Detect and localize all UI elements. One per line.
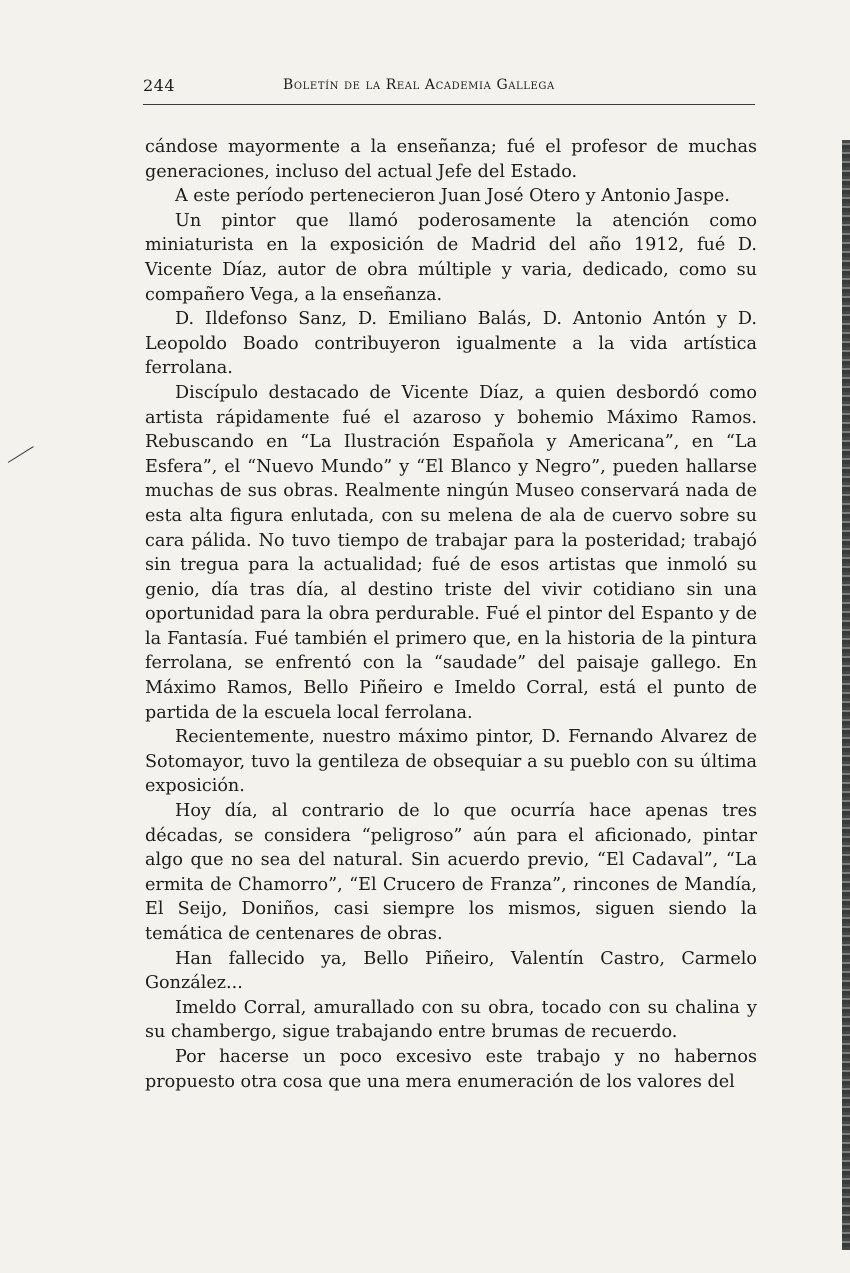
paragraph: Han fallecido ya, Bello Piñeiro, Valentín Castro, Carmelo González... <box>145 948 757 994</box>
page-number: 244 <box>143 76 176 95</box>
page-edge-shadow <box>842 140 850 1250</box>
paragraph: cándose mayormente a la enseñanza; fué el profesor de muchas generaciones, incluso del actual Jefe del Estado. <box>145 137 757 182</box>
margin-mark <box>8 446 34 463</box>
paragraph: A este período pertenecieron Juan José Otero y Antonio Jaspe. <box>175 186 730 207</box>
paragraph: Un pintor que llamó poderosamente la atención como miniaturista en la exposición de Madrid del año 1912, fué D. Vicente Díaz, autor de obra múltiple y varia, dedicado, como su compañero Vega, a la enseñanza. <box>145 210 757 305</box>
paragraph: D. Ildefonso Sanz, D. Emiliano Balás, D. Antonio Antón y D. Leopoldo Boado contribuyeron igualmente a la vida artística ferrolana. <box>145 309 757 379</box>
page-header <box>143 76 755 100</box>
header-rule <box>143 104 755 105</box>
paragraph: Recientemente, nuestro máximo pintor, D. Fernando Alvarez de Sotomayor, tuvo la gentileza de obsequiar a su pueblo con su última exposición. <box>145 727 757 797</box>
paragraph: Imeldo Corral, amurallado con su obra, tocado con su chalina y su chambergo, sigue trabajando entre brumas de recuerdo. <box>145 997 757 1043</box>
paragraph: Discípulo destacado de Vicente Díaz, a quien desbordó como artista rápidamente fué el azaroso y bohemio Máximo Ramos. Rebuscando en “La Ilustración Española y Americana”, en “La Esfera”, el “Nuevo Mundo” y “El Blanco y Negro”, pueden hallarse muchas de sus obras. Realmente ningún Museo conservará nada de esta alta figura enlutada, con su melena de ala de cuervo sobre su cara pálida. No tuvo tiempo de trabajar para la posteridad; trabajó sin tregua para la actualidad; fué de esos artistas que inmoló su genio, día tras día, al destino triste del vivir cotidiano sin una oportunidad para la obra perdurable. Fué el pintor del Espanto y de la Fantasía. Fué también el primero que, en la historia de la pintura ferrolana, se enfrentó con la “saudade” del paisaje gallego. En Máximo Ramos, Bello Piñeiro e Imeldo Corral, está el punto de partida de la escuela local ferrolana. <box>145 382 757 723</box>
paragraph: Por hacerse un poco excesivo este trabajo y no habernos propuesto otra cosa que una mera enumeración de los valores del <box>145 1046 757 1092</box>
paragraph: Hoy día, al contrario de lo que ocurría hace apenas tres décadas, se considera “peligroso” aún para el aficionado, pintar algo que no sea del natural. Sin acuerdo previo, “El Cadaval”, “La ermita de Chamorro”, “El Crucero de Franza”, rincones de Mandía, El Seijo, Doniños, casi siempre los mismos, siguen siendo la temática de centenares de obras. <box>145 801 757 944</box>
body-text <box>145 135 757 1094</box>
running-title: Boletín de la Real Academia Gallega <box>283 77 555 93</box>
